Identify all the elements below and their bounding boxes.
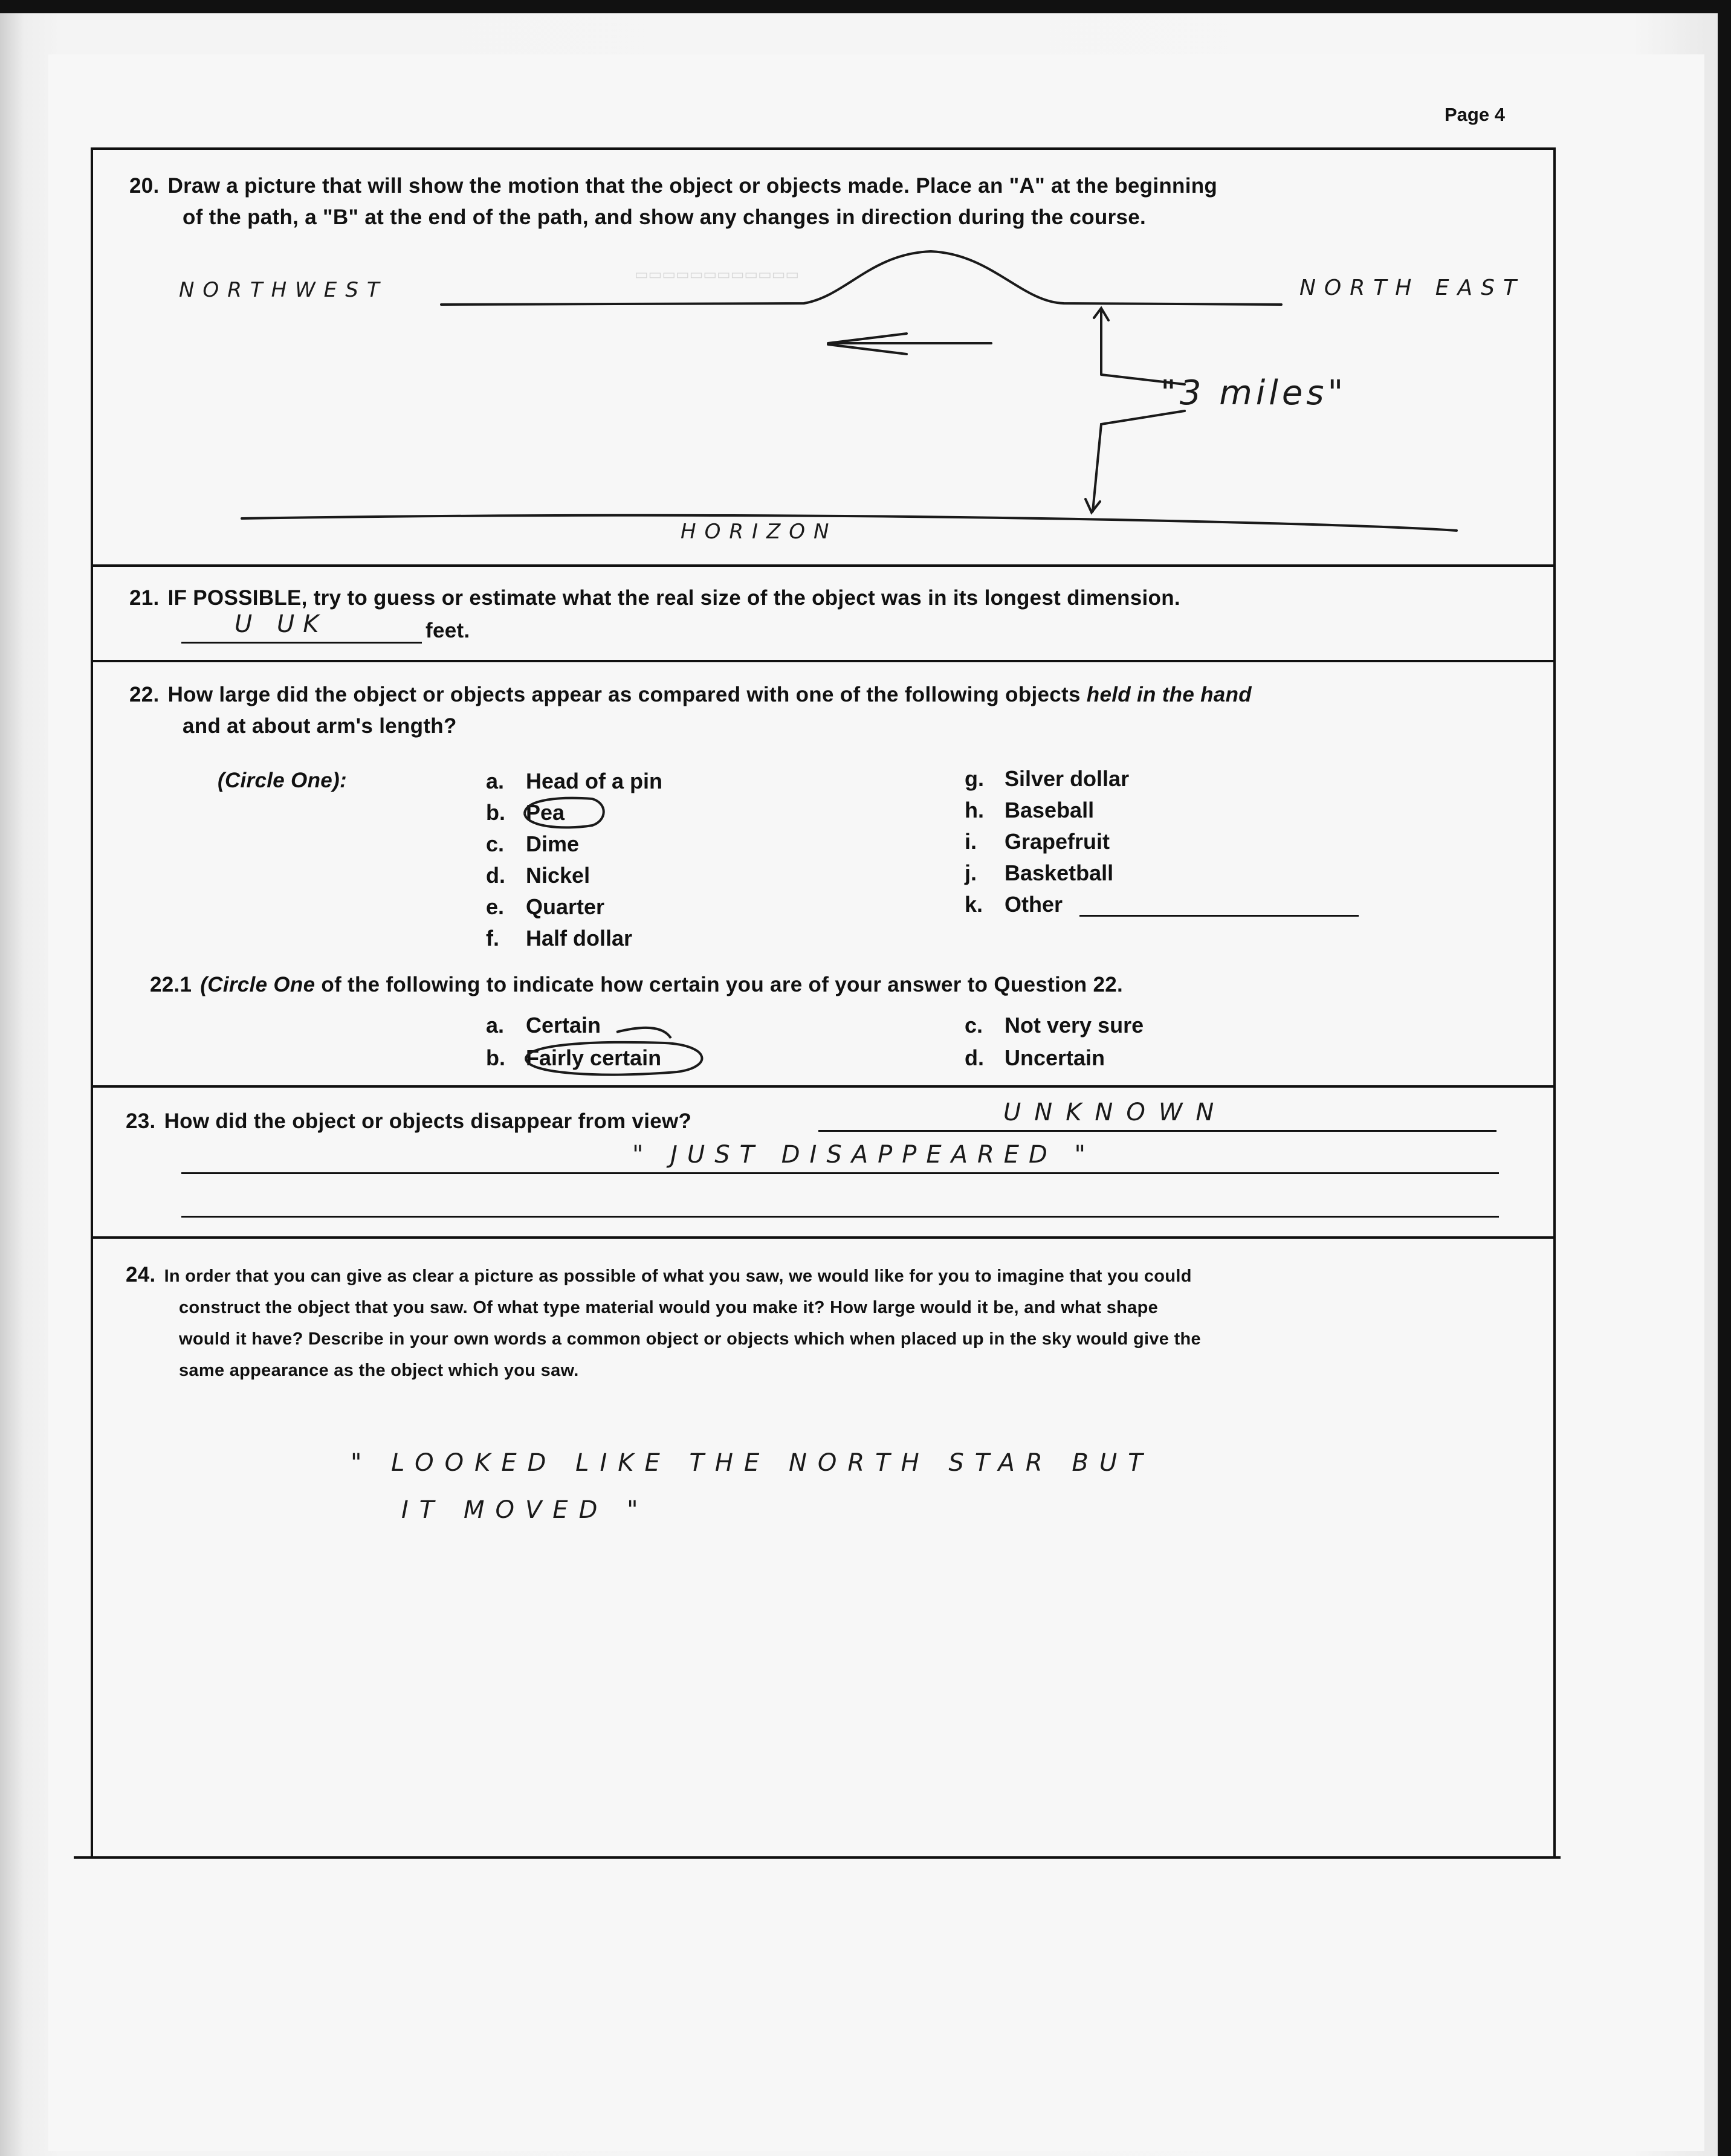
description-answer-2: IT MOVED " [401,1496,649,1524]
question-text-b: of the following to indicate how certain you are of your answer to Question 22. [315,973,1124,996]
question-text: How did the object or objects disappear from view? [164,1109,692,1133]
sketch-label-distance: "3 miles" [1160,373,1347,413]
other-answer-line [1079,915,1359,917]
option-c: c. Dime [486,831,580,856]
certainty-option-d: d. Uncertain [965,1045,1105,1070]
option-h: h. Baseball [965,798,1095,822]
question-number: 20. [129,174,160,198]
sketch-label-northwest: NORTHWEST [179,278,388,302]
sketch-label-horizon: HORIZON [681,520,838,544]
question-21 [129,583,1519,614]
question-text: IF POSSIBLE, try to guess or estimate what the real size of the object was in its longest dimension. [167,586,1180,610]
question-text-line1: In order that you can give as clear a picture as possible of what you saw, we would like for you to imagine that you could [164,1267,1192,1286]
size-answer-line [181,642,422,644]
option-e: e. Quarter [486,894,605,919]
disappear-answer-line-3 [181,1216,1499,1218]
size-unit: feet. [425,619,470,642]
certainty-option-c: c. Not very sure [965,1013,1144,1038]
option-j: j. Basketball [965,860,1114,885]
certainty-option-b-selected: b. Fairly certain [486,1045,662,1070]
disappear-answer-2: " JUST DISAPPEARED " [632,1141,1095,1169]
question-24 [126,1259,1516,1386]
question-number: 22.1 [150,973,192,996]
page-number: Page 4 [1445,104,1505,125]
question-text-a: (Circle One [200,973,315,996]
question-text-line1b: held in the hand [1086,683,1252,706]
question-23 [126,1106,691,1137]
option-f: f. Half dollar [486,926,633,951]
option-a: a. Head of a pin [486,769,663,793]
question-text-line4: same appearance as the object which you saw. [179,1361,579,1380]
bleed-through-ghost: ▭▭▭▭▭▭▭▭▭▭▭▭ [635,267,800,283]
size-answer: U UK [235,610,328,638]
divider-q22 [91,660,1556,662]
circle-one-label: (Circle One): [218,769,347,792]
divider-q23 [91,1085,1556,1088]
description-answer-1: " LOOKED LIKE THE NORTH STAR BUT [351,1449,1154,1477]
option-d: d. Nickel [486,863,590,888]
certainty-option-a: a. Certain [486,1013,601,1038]
divider-q21 [91,564,1556,567]
question-20 [129,170,1519,233]
disappear-answer-1: UNKNOWN [1003,1099,1228,1126]
scan-edge-right [1718,0,1731,2156]
question-number: 22. [129,683,160,706]
option-k: k. Other [965,892,1063,917]
disappear-answer-line-1 [818,1130,1496,1132]
question-text-line3: would it have? Describe in your own words a common object or objects which when placed up in the sky would give the [179,1329,1201,1349]
option-i: i. Grapefruit [965,829,1110,854]
question-text-line2: construct the object that you saw. Of what type material would you make it? How large would it be, and what shape [179,1298,1159,1317]
question-text-line2: of the path, a "B" at the end of the path, and show any changes in direction during the course. [183,205,1147,229]
question-number: 24. [126,1263,156,1286]
sketch-label-northeast: NORTH EAST [1299,276,1525,300]
question-22 [129,679,1519,742]
scan-edge-top [0,0,1731,13]
question-number: 23. [126,1109,156,1133]
form-bottom-extension [74,1856,1561,1859]
question-text-line2: and at about arm's length? [183,714,457,738]
disappear-answer-line-2 [181,1172,1499,1174]
option-b-selected: b. Pea [486,800,565,825]
option-g: g. Silver dollar [965,766,1130,791]
question-text-line1: Draw a picture that will show the motion that the object or objects made. Place an "A" at the beginning [167,174,1218,198]
question-text-line1a: How large did the object or objects appear as compared with one of the following objects [167,683,1087,706]
question-number: 21. [129,586,160,610]
question-22-1 [150,969,1510,1001]
divider-q24 [91,1236,1556,1239]
